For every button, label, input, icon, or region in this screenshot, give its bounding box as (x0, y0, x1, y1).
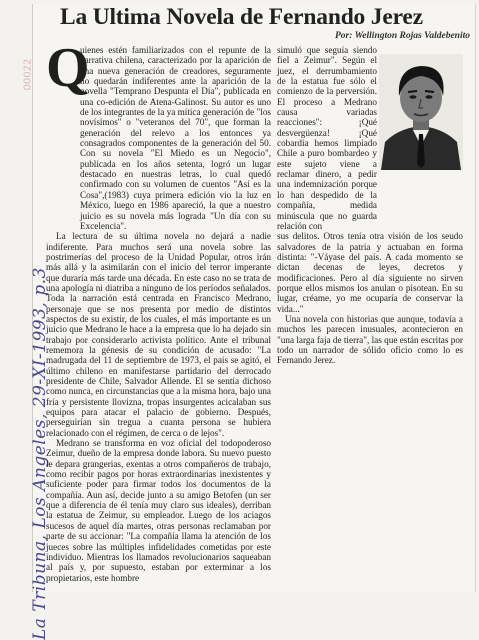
handwritten-source-note: La Tribuna, Los Angeles, 29-XI-1993, p.3 (30, 267, 50, 640)
paragraph: uienes estén familiarizados con el repunte de la narrativa chilena, caracterizado por la aparición de una nueva generación de creadores, seguramente no quedarán indiferentes ante la aparición de la novella "Temprano Despunta el Día", publicada en una co-edición de Atena-Galinost. Su autor es uno de los integrantes de la ya mítica generación de "los novísimos" o "veteranos del 70", que forman la generación del relevo a los entonces ya consagrados componentes de la generación del 50. Con su novela "El Miedo es un Negocio", publicada en los años setenta, logró un lugar destacado en nuestras letras, lo cual quedó confirmado con su volumen de cuentos "Así es la Cosa",(1983) cuya primera edición vio la luz en México, luego en 1986 apareció, la que a nuestro juicio es su novela más lograda "Un día con su Excelencia". (80, 45, 271, 231)
paragraph: Medrano se transforma en voz oficial del todopoderoso Zeimur, dueño de la empresa donde labora. Su nuevo puesto le depara grangerias, exentas a otros compañeros de trabajo, como recibir pagos por horas extraordinarias inexistentes y suficiente poder para firmar todos los documentos de la compañía. Aun así, decide junto a su amigo Betofen (un ser que a diferencia de él tenía muy claro sus ideales), derriban la estatua de Zeimur, su empleador. Luego de los aciagos sucesos de aquel día martes, otras personas reclamaban por parte de su accionar: "La compañía llama la atención de los jueces sobre las múltiples infidelidades cometidas por este individuo. Mientras los llamados revolucionarios saqueaban al país y, por supuesto, estaban por exterminar a los propietarios, este hombre (46, 438, 271, 583)
drop-cap: Q (46, 37, 90, 99)
article-right-column (277, 45, 463, 366)
article-byline: Por: Wellington Rojas Valdebenito (334, 31, 470, 41)
paragraph-part: sus delitos. Otros tenía otra visión de los seudo salvadores de la patria y actuaban en forma distinta: "-Váyase del país. A cada momento se dictan decenas de leyes, decretos y modificaciones. Pero al día siguiente no sirven porque ellos mismos los anulan o pisotean. En su lugar, créame, yo me ocuparía de conservar la vida..." (277, 231, 463, 314)
paragraph-part: simuló que seguía siendo fiel a Zeimur". Según el juez, el derrumbamiento de la estatua fue sólo el comienzo de la perversión. El proceso a Medrano causa variadas reacciones": ¡Qué desvergüenza! ¡Qué cobardía hemos limpiado Chile a puro bombardeo y este sujeto viene a reclamar dinero, a pedir una indemnización porque lo han despedido de la compañía, medida minúscula que no guarda relación con (277, 45, 377, 231)
paragraph: Una novela con historias que aunque, todavía a muchos les parecen inusuales, acontecieron en "una larga faja de tierra", las que están escritas por todo un narrador de sólido oficio como lo es Fernando Jerez. (277, 313, 463, 366)
article-left-column (46, 45, 271, 583)
paragraph (277, 45, 463, 314)
paragraph: La lectura de su última novela no dejará a nadie indiferente. Para muchos será una novela sobre las postrimerías del proceso de la Unidad Popular, otros irán más allá y la asimilarán con el inicio del terror imperante que duraría más tarde una década. En este caso no se trata de una apología ni diatriba a ninguno de los períodos señalados. Toda la narración está centrada en Francisco Medrano, personaje que se nos presenta por medio de distintos aspectos de su existir, de los cuales, el más importante es un juicio que Medrano le hace a la empresa que lo ha dejado sin trabajo por considerarlo activista político. Ante el tribunal rememora la génesis de su condición de acusado: "La madrugada del 11 de septiembre de 1973, el país se agitó, el último chileno en manifestarse partidario del derrocado presidente de Chile, Salvador Allende. El se sentía dichoso como nunca, en circunstancias que a la misma hora, bajo una fría y persistente llovizna, tropas insurgentes acicalaban sus equipos para atacar el palacio de gobierno. Después, perseguirían sin tregua a cuanta persona se hubiera relacionado con el régimen, de cerca o de lejos". (46, 231, 271, 438)
archive-stamp: 00022 (22, 58, 34, 91)
article-title: La Ultima Novela de Fernando Jerez (60, 4, 423, 30)
